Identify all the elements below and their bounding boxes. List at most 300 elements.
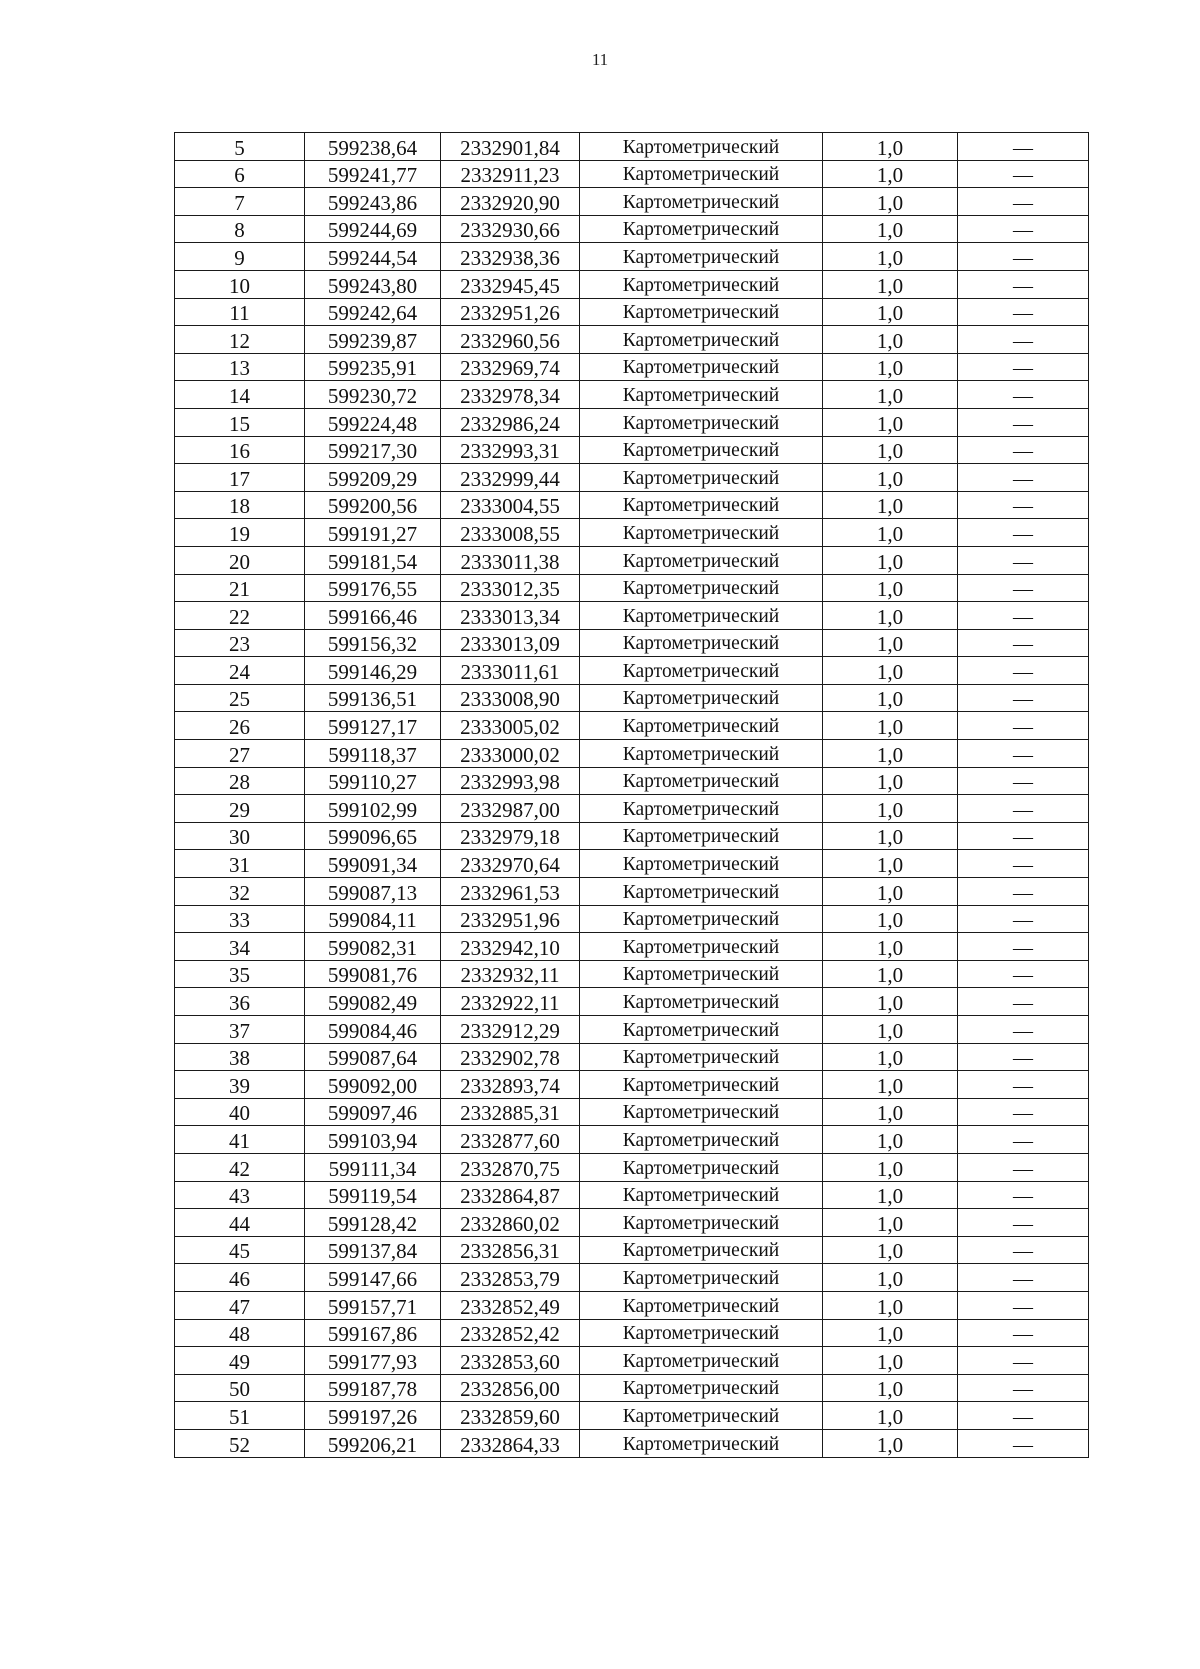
y-coordinate-cell: 2332969,74 — [441, 353, 580, 381]
y-coordinate-cell: 2333005,02 — [441, 712, 580, 740]
precision-cell: 1,0 — [823, 215, 958, 243]
method-cell: Картометрический — [580, 298, 823, 326]
precision-cell: 1,0 — [823, 933, 958, 961]
point-number-cell: 43 — [175, 1181, 305, 1209]
description-cell: — — [958, 657, 1089, 685]
table-row — [175, 1347, 1089, 1375]
method-cell: Картометрический — [580, 1209, 823, 1237]
x-coordinate-cell: 599084,11 — [305, 905, 441, 933]
method-cell: Картометрический — [580, 519, 823, 547]
method-cell: Картометрический — [580, 546, 823, 574]
method-cell: Картометрический — [580, 1071, 823, 1099]
x-coordinate-cell: 599166,46 — [305, 602, 441, 630]
method-cell: Картометрический — [580, 905, 823, 933]
coordinates-table-body — [175, 133, 1089, 1458]
x-coordinate-cell: 599157,71 — [305, 1291, 441, 1319]
description-cell: — — [958, 353, 1089, 381]
point-number-cell: 47 — [175, 1291, 305, 1319]
precision-cell: 1,0 — [823, 1209, 958, 1237]
x-coordinate-cell: 599244,54 — [305, 243, 441, 271]
method-cell: Картометрический — [580, 822, 823, 850]
x-coordinate-cell: 599241,77 — [305, 160, 441, 188]
x-coordinate-cell: 599209,29 — [305, 464, 441, 492]
table-row — [175, 381, 1089, 409]
table-row — [175, 602, 1089, 630]
precision-cell: 1,0 — [823, 1153, 958, 1181]
x-coordinate-cell: 599200,56 — [305, 491, 441, 519]
y-coordinate-cell: 2332853,79 — [441, 1264, 580, 1292]
precision-cell: 1,0 — [823, 1098, 958, 1126]
method-cell: Картометрический — [580, 1153, 823, 1181]
precision-cell: 1,0 — [823, 546, 958, 574]
x-coordinate-cell: 599087,64 — [305, 1043, 441, 1071]
y-coordinate-cell: 2332960,56 — [441, 326, 580, 354]
table-row — [175, 408, 1089, 436]
y-coordinate-cell: 2332993,98 — [441, 767, 580, 795]
description-cell: — — [958, 1429, 1089, 1457]
precision-cell: 1,0 — [823, 1429, 958, 1457]
point-number-cell: 27 — [175, 740, 305, 768]
point-number-cell: 20 — [175, 546, 305, 574]
method-cell: Картометрический — [580, 160, 823, 188]
table-row — [175, 1319, 1089, 1347]
precision-cell: 1,0 — [823, 767, 958, 795]
table-row — [175, 1402, 1089, 1430]
x-coordinate-cell: 599239,87 — [305, 326, 441, 354]
point-number-cell: 6 — [175, 160, 305, 188]
x-coordinate-cell: 599092,00 — [305, 1071, 441, 1099]
precision-cell: 1,0 — [823, 795, 958, 823]
precision-cell: 1,0 — [823, 326, 958, 354]
y-coordinate-cell: 2332870,75 — [441, 1153, 580, 1181]
y-coordinate-cell: 2333011,61 — [441, 657, 580, 685]
point-number-cell: 13 — [175, 353, 305, 381]
table-row — [175, 519, 1089, 547]
method-cell: Картометрический — [580, 133, 823, 161]
y-coordinate-cell: 2333013,34 — [441, 602, 580, 630]
y-coordinate-cell: 2332859,60 — [441, 1402, 580, 1430]
table-row — [175, 326, 1089, 354]
description-cell: — — [958, 850, 1089, 878]
y-coordinate-cell: 2333013,09 — [441, 629, 580, 657]
point-number-cell: 23 — [175, 629, 305, 657]
precision-cell: 1,0 — [823, 270, 958, 298]
method-cell: Картометрический — [580, 1098, 823, 1126]
point-number-cell: 49 — [175, 1347, 305, 1375]
precision-cell: 1,0 — [823, 1291, 958, 1319]
x-coordinate-cell: 599238,64 — [305, 133, 441, 161]
x-coordinate-cell: 599136,51 — [305, 684, 441, 712]
y-coordinate-cell: 2332932,11 — [441, 960, 580, 988]
point-number-cell: 52 — [175, 1429, 305, 1457]
precision-cell: 1,0 — [823, 1236, 958, 1264]
method-cell: Картометрический — [580, 933, 823, 961]
y-coordinate-cell: 2332911,23 — [441, 160, 580, 188]
table-row — [175, 243, 1089, 271]
table-row — [175, 160, 1089, 188]
point-number-cell: 15 — [175, 408, 305, 436]
point-number-cell: 51 — [175, 1402, 305, 1430]
table-row — [175, 960, 1089, 988]
point-number-cell: 31 — [175, 850, 305, 878]
x-coordinate-cell: 599097,46 — [305, 1098, 441, 1126]
method-cell: Картометрический — [580, 602, 823, 630]
y-coordinate-cell: 2333008,55 — [441, 519, 580, 547]
table-row — [175, 215, 1089, 243]
x-coordinate-cell: 599110,27 — [305, 767, 441, 795]
table-row — [175, 629, 1089, 657]
x-coordinate-cell: 599127,17 — [305, 712, 441, 740]
table-row — [175, 188, 1089, 216]
method-cell: Картометрический — [580, 243, 823, 271]
description-cell: — — [958, 326, 1089, 354]
y-coordinate-cell: 2332951,26 — [441, 298, 580, 326]
precision-cell: 1,0 — [823, 1347, 958, 1375]
x-coordinate-cell: 599206,21 — [305, 1429, 441, 1457]
x-coordinate-cell: 599102,99 — [305, 795, 441, 823]
precision-cell: 1,0 — [823, 519, 958, 547]
point-number-cell: 22 — [175, 602, 305, 630]
x-coordinate-cell: 599243,86 — [305, 188, 441, 216]
table-row — [175, 1071, 1089, 1099]
point-number-cell: 39 — [175, 1071, 305, 1099]
description-cell: — — [958, 1347, 1089, 1375]
y-coordinate-cell: 2332902,78 — [441, 1043, 580, 1071]
precision-cell: 1,0 — [823, 160, 958, 188]
x-coordinate-cell: 599187,78 — [305, 1374, 441, 1402]
precision-cell: 1,0 — [823, 602, 958, 630]
coordinates-table — [174, 132, 1089, 1458]
description-cell: — — [958, 1071, 1089, 1099]
table-row — [175, 822, 1089, 850]
description-cell: — — [958, 1153, 1089, 1181]
y-coordinate-cell: 2333000,02 — [441, 740, 580, 768]
point-number-cell: 24 — [175, 657, 305, 685]
description-cell: — — [958, 215, 1089, 243]
x-coordinate-cell: 599243,80 — [305, 270, 441, 298]
description-cell: — — [958, 1043, 1089, 1071]
method-cell: Картометрический — [580, 1347, 823, 1375]
method-cell: Картометрический — [580, 767, 823, 795]
table-row — [175, 1264, 1089, 1292]
x-coordinate-cell: 599167,86 — [305, 1319, 441, 1347]
point-number-cell: 46 — [175, 1264, 305, 1292]
method-cell: Картометрический — [580, 215, 823, 243]
method-cell: Картометрический — [580, 491, 823, 519]
point-number-cell: 35 — [175, 960, 305, 988]
point-number-cell: 48 — [175, 1319, 305, 1347]
table-row — [175, 850, 1089, 878]
description-cell: — — [958, 491, 1089, 519]
x-coordinate-cell: 599230,72 — [305, 381, 441, 409]
precision-cell: 1,0 — [823, 1016, 958, 1044]
description-cell: — — [958, 381, 1089, 409]
description-cell: — — [958, 767, 1089, 795]
description-cell: — — [958, 933, 1089, 961]
x-coordinate-cell: 599177,93 — [305, 1347, 441, 1375]
y-coordinate-cell: 2332856,00 — [441, 1374, 580, 1402]
point-number-cell: 16 — [175, 436, 305, 464]
y-coordinate-cell: 2332945,45 — [441, 270, 580, 298]
point-number-cell: 17 — [175, 464, 305, 492]
method-cell: Картометрический — [580, 574, 823, 602]
description-cell: — — [958, 1374, 1089, 1402]
point-number-cell: 36 — [175, 988, 305, 1016]
method-cell: Картометрический — [580, 629, 823, 657]
description-cell: — — [958, 1209, 1089, 1237]
description-cell: — — [958, 188, 1089, 216]
x-coordinate-cell: 599091,34 — [305, 850, 441, 878]
table-row — [175, 464, 1089, 492]
x-coordinate-cell: 599128,42 — [305, 1209, 441, 1237]
table-row — [175, 546, 1089, 574]
point-number-cell: 45 — [175, 1236, 305, 1264]
x-coordinate-cell: 599082,49 — [305, 988, 441, 1016]
x-coordinate-cell: 599242,64 — [305, 298, 441, 326]
table-row — [175, 298, 1089, 326]
table-row — [175, 1209, 1089, 1237]
description-cell: — — [958, 960, 1089, 988]
point-number-cell: 26 — [175, 712, 305, 740]
description-cell: — — [958, 1098, 1089, 1126]
description-cell: — — [958, 905, 1089, 933]
precision-cell: 1,0 — [823, 878, 958, 906]
description-cell: — — [958, 1402, 1089, 1430]
y-coordinate-cell: 2332978,34 — [441, 381, 580, 409]
method-cell: Картометрический — [580, 1181, 823, 1209]
method-cell: Картометрический — [580, 381, 823, 409]
table-row — [175, 684, 1089, 712]
precision-cell: 1,0 — [823, 1374, 958, 1402]
precision-cell: 1,0 — [823, 188, 958, 216]
point-number-cell: 12 — [175, 326, 305, 354]
precision-cell: 1,0 — [823, 1126, 958, 1154]
precision-cell: 1,0 — [823, 353, 958, 381]
table-row — [175, 1043, 1089, 1071]
point-number-cell: 9 — [175, 243, 305, 271]
description-cell: — — [958, 988, 1089, 1016]
point-number-cell: 8 — [175, 215, 305, 243]
table-row — [175, 740, 1089, 768]
point-number-cell: 28 — [175, 767, 305, 795]
y-coordinate-cell: 2332860,02 — [441, 1209, 580, 1237]
precision-cell: 1,0 — [823, 464, 958, 492]
description-cell: — — [958, 822, 1089, 850]
y-coordinate-cell: 2332901,84 — [441, 133, 580, 161]
method-cell: Картометрический — [580, 1429, 823, 1457]
description-cell: — — [958, 1264, 1089, 1292]
y-coordinate-cell: 2332993,31 — [441, 436, 580, 464]
y-coordinate-cell: 2332970,64 — [441, 850, 580, 878]
point-number-cell: 40 — [175, 1098, 305, 1126]
method-cell: Картометрический — [580, 1016, 823, 1044]
table-row — [175, 1374, 1089, 1402]
description-cell: — — [958, 684, 1089, 712]
x-coordinate-cell: 599235,91 — [305, 353, 441, 381]
method-cell: Картометрический — [580, 464, 823, 492]
method-cell: Картометрический — [580, 1291, 823, 1319]
precision-cell: 1,0 — [823, 243, 958, 271]
method-cell: Картометрический — [580, 1264, 823, 1292]
table-row — [175, 657, 1089, 685]
description-cell: — — [958, 602, 1089, 630]
x-coordinate-cell: 599176,55 — [305, 574, 441, 602]
point-number-cell: 44 — [175, 1209, 305, 1237]
precision-cell: 1,0 — [823, 850, 958, 878]
y-coordinate-cell: 2332920,90 — [441, 188, 580, 216]
precision-cell: 1,0 — [823, 1071, 958, 1099]
method-cell: Картометрический — [580, 1043, 823, 1071]
x-coordinate-cell: 599147,66 — [305, 1264, 441, 1292]
method-cell: Картометрический — [580, 1236, 823, 1264]
precision-cell: 1,0 — [823, 491, 958, 519]
y-coordinate-cell: 2332864,87 — [441, 1181, 580, 1209]
precision-cell: 1,0 — [823, 436, 958, 464]
point-number-cell: 7 — [175, 188, 305, 216]
method-cell: Картометрический — [580, 1374, 823, 1402]
point-number-cell: 32 — [175, 878, 305, 906]
table-row — [175, 767, 1089, 795]
y-coordinate-cell: 2332951,96 — [441, 905, 580, 933]
y-coordinate-cell: 2332987,00 — [441, 795, 580, 823]
precision-cell: 1,0 — [823, 712, 958, 740]
x-coordinate-cell: 599197,26 — [305, 1402, 441, 1430]
precision-cell: 1,0 — [823, 988, 958, 1016]
point-number-cell: 34 — [175, 933, 305, 961]
table-row — [175, 1126, 1089, 1154]
method-cell: Картометрический — [580, 684, 823, 712]
y-coordinate-cell: 2333004,55 — [441, 491, 580, 519]
description-cell: — — [958, 1126, 1089, 1154]
point-number-cell: 42 — [175, 1153, 305, 1181]
point-number-cell: 30 — [175, 822, 305, 850]
description-cell: — — [958, 795, 1089, 823]
x-coordinate-cell: 599082,31 — [305, 933, 441, 961]
precision-cell: 1,0 — [823, 822, 958, 850]
description-cell: — — [958, 1319, 1089, 1347]
x-coordinate-cell: 599111,34 — [305, 1153, 441, 1181]
x-coordinate-cell: 599087,13 — [305, 878, 441, 906]
y-coordinate-cell: 2332853,60 — [441, 1347, 580, 1375]
point-number-cell: 37 — [175, 1016, 305, 1044]
x-coordinate-cell: 599118,37 — [305, 740, 441, 768]
table-row — [175, 436, 1089, 464]
method-cell: Картометрический — [580, 188, 823, 216]
x-coordinate-cell: 599146,29 — [305, 657, 441, 685]
description-cell: — — [958, 712, 1089, 740]
description-cell: — — [958, 1236, 1089, 1264]
description-cell: — — [958, 1016, 1089, 1044]
precision-cell: 1,0 — [823, 657, 958, 685]
y-coordinate-cell: 2332864,33 — [441, 1429, 580, 1457]
precision-cell: 1,0 — [823, 381, 958, 409]
y-coordinate-cell: 2332930,66 — [441, 215, 580, 243]
table-row — [175, 133, 1089, 161]
table-row — [175, 1181, 1089, 1209]
x-coordinate-cell: 599081,76 — [305, 960, 441, 988]
method-cell: Картометрический — [580, 1126, 823, 1154]
description-cell: — — [958, 519, 1089, 547]
precision-cell: 1,0 — [823, 574, 958, 602]
precision-cell: 1,0 — [823, 1043, 958, 1071]
description-cell: — — [958, 1291, 1089, 1319]
y-coordinate-cell: 2332877,60 — [441, 1126, 580, 1154]
description-cell: — — [958, 629, 1089, 657]
precision-cell: 1,0 — [823, 960, 958, 988]
table-row — [175, 1098, 1089, 1126]
method-cell: Картометрический — [580, 657, 823, 685]
table-row — [175, 1153, 1089, 1181]
x-coordinate-cell: 599096,65 — [305, 822, 441, 850]
point-number-cell: 21 — [175, 574, 305, 602]
method-cell: Картометрический — [580, 988, 823, 1016]
method-cell: Картометрический — [580, 436, 823, 464]
method-cell: Картометрический — [580, 408, 823, 436]
description-cell: — — [958, 878, 1089, 906]
y-coordinate-cell: 2332856,31 — [441, 1236, 580, 1264]
table-row — [175, 1429, 1089, 1457]
y-coordinate-cell: 2332942,10 — [441, 933, 580, 961]
y-coordinate-cell: 2332922,11 — [441, 988, 580, 1016]
page-number: 11 — [591, 50, 609, 69]
table-row — [175, 988, 1089, 1016]
table-row — [175, 491, 1089, 519]
y-coordinate-cell: 2332893,74 — [441, 1071, 580, 1099]
description-cell: — — [958, 740, 1089, 768]
description-cell: — — [958, 464, 1089, 492]
point-number-cell: 19 — [175, 519, 305, 547]
precision-cell: 1,0 — [823, 1319, 958, 1347]
method-cell: Картометрический — [580, 960, 823, 988]
y-coordinate-cell: 2333011,38 — [441, 546, 580, 574]
point-number-cell: 11 — [175, 298, 305, 326]
table-row — [175, 1236, 1089, 1264]
description-cell: — — [958, 298, 1089, 326]
x-coordinate-cell: 599244,69 — [305, 215, 441, 243]
y-coordinate-cell: 2332852,42 — [441, 1319, 580, 1347]
table-row — [175, 353, 1089, 381]
x-coordinate-cell: 599084,46 — [305, 1016, 441, 1044]
method-cell: Картометрический — [580, 353, 823, 381]
description-cell: — — [958, 270, 1089, 298]
point-number-cell: 41 — [175, 1126, 305, 1154]
point-number-cell: 18 — [175, 491, 305, 519]
method-cell: Картометрический — [580, 740, 823, 768]
x-coordinate-cell: 599103,94 — [305, 1126, 441, 1154]
precision-cell: 1,0 — [823, 905, 958, 933]
method-cell: Картометрический — [580, 270, 823, 298]
x-coordinate-cell: 599224,48 — [305, 408, 441, 436]
description-cell: — — [958, 436, 1089, 464]
method-cell: Картометрический — [580, 326, 823, 354]
table-row — [175, 905, 1089, 933]
description-cell: — — [958, 243, 1089, 271]
precision-cell: 1,0 — [823, 740, 958, 768]
precision-cell: 1,0 — [823, 298, 958, 326]
description-cell: — — [958, 574, 1089, 602]
method-cell: Картометрический — [580, 1319, 823, 1347]
method-cell: Картометрический — [580, 712, 823, 740]
method-cell: Картометрический — [580, 850, 823, 878]
precision-cell: 1,0 — [823, 629, 958, 657]
x-coordinate-cell: 599191,27 — [305, 519, 441, 547]
y-coordinate-cell: 2332979,18 — [441, 822, 580, 850]
y-coordinate-cell: 2333008,90 — [441, 684, 580, 712]
table-row — [175, 933, 1089, 961]
precision-cell: 1,0 — [823, 684, 958, 712]
y-coordinate-cell: 2332852,49 — [441, 1291, 580, 1319]
table-row — [175, 1016, 1089, 1044]
